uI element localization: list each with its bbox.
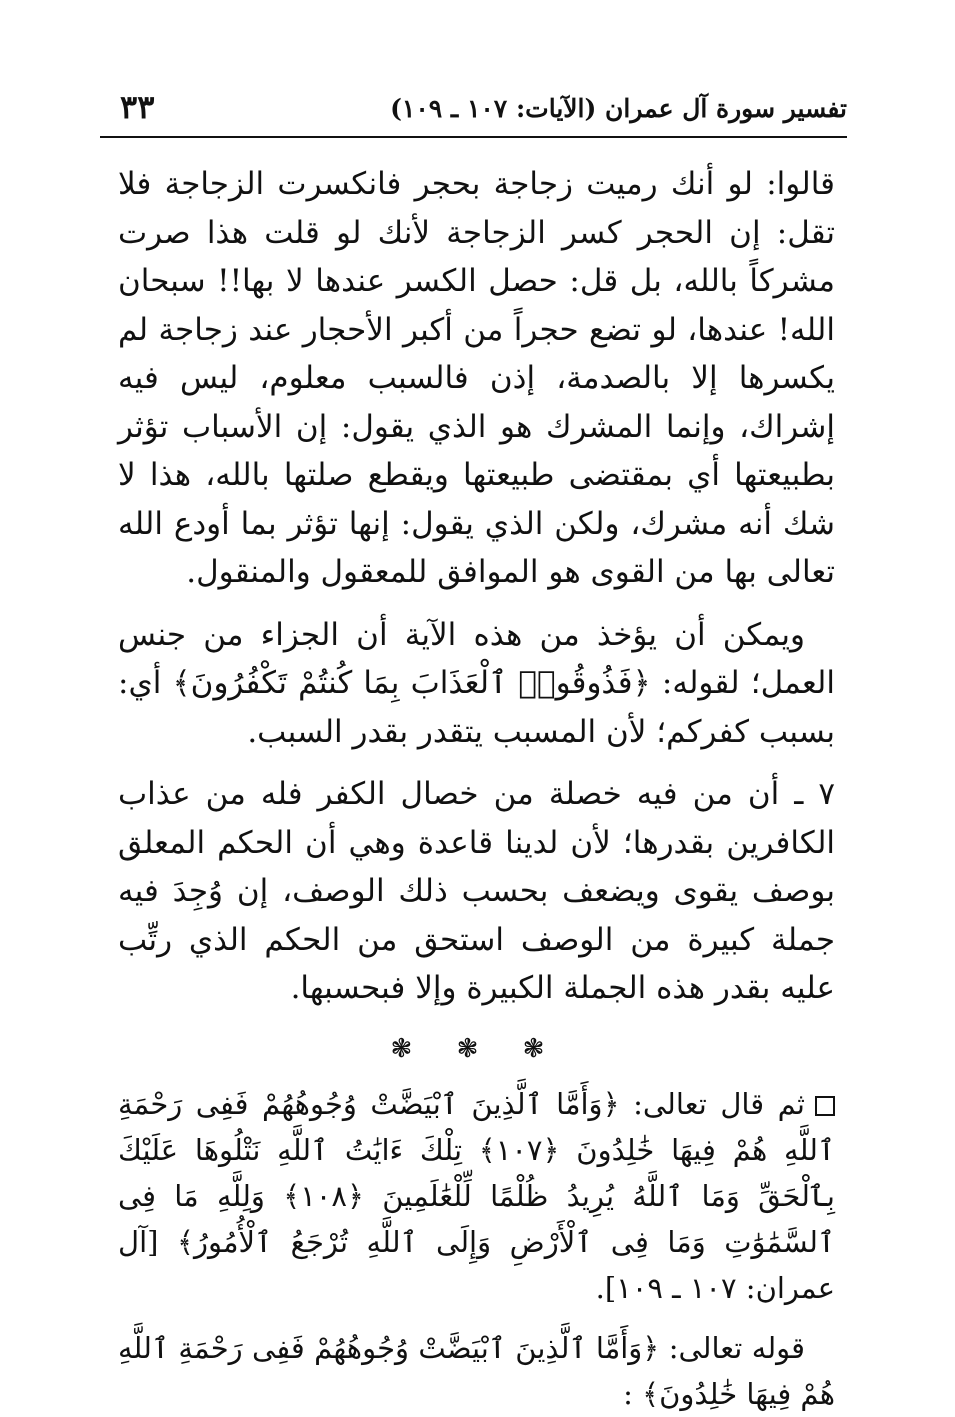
square-bullet-icon <box>815 1096 835 1116</box>
quran-intro: ثم قال تعالى: <box>633 1086 805 1121</box>
body-text <box>118 160 835 1417</box>
final-paragraph <box>118 1325 835 1417</box>
final-intro: قوله تعالى: <box>668 1330 805 1365</box>
paragraph-1: قالوا: لو أنك رميت زجاجة بحجر فانكسرت الزجاجة فلا تقل: إن الحجر كسر الزجاجة لأنك لو قلت هذا صرت مشركاً بالله، بل قل: حصل الكسر عندها لا بها!! سبحان الله! عندها، لو تضع حجراً من أكبر الأحجار عند زجاجة لم يكسرها إلا بالصدمة، إذن فالسبب معلوم، ليس فيه إشراك، وإنما المشرك هو الذي يقول: إن الأسباب تؤثر بطبيعتها أي بمقتضى طبيعتها ويقطع صلتها بالله، هذا لا شك أنه مشرك، ولكن الذي يقول: إنها تؤثر بما أودع الله تعالى بها من القوى هو الموافق للمعقول والمنقول. <box>118 166 835 590</box>
running-title: تفسير سورة آل عمران (الآيات: ١٠٧ ـ ١٠٩) <box>390 94 847 123</box>
paragraph-3: ٧ ـ أن من فيه خصلة من خصال الكفر فله من عذاب الكافرين بقدرها؛ لأن لدينا قاعدة وهي أن الحكم المعلق بوصف يقوى ويضعف بحسب ذلك الوصف، إن وُجِدَ فيه جملة كبيرة من الوصف استحق من الحكم الذي رتِّب عليه بقدر هذه الجملة الكبيرة وإلا فبحسبها. <box>118 776 835 1006</box>
page-number: ٣٣ <box>120 88 155 126</box>
paragraph-2: ويمكن أن يؤخذ من هذه الآية أن الجزاء من جنس العمل؛ لقوله: ﴿فَذُوقُوا۟ ٱلْعَذَابَ بِمَا كُنتُمْ تَكْفُرُونَ﴾ أي: بسبب كفركم؛ لأن المسبب يتقدر بقدر السبب. <box>118 616 835 750</box>
page-header <box>100 88 847 138</box>
final-verse: ﴿وَأَمَّا ٱلَّذِينَ ٱبْيَضَّتْ وُجُوهُهُمْ فَفِى رَحْمَةِ ٱللَّهِ هُمْ فِيهَا خَٰلِدُونَ﴾ <box>118 1330 835 1411</box>
quran-verses: ﴿وَأَمَّا ٱلَّذِينَ ٱبْيَضَّتْ وُجُوهُهُمْ فَفِى رَحْمَةِ ٱللَّهِ هُمْ فِيهَا خَٰلِدُونَ ﴿١٠٧﴾ تِلْكَ ءَايَٰتُ ٱللَّهِ نَتْلُوهَا عَلَيْكَ بِٱلْحَقِّ وَمَا ٱللَّهُ يُرِيدُ ظُلْمًا لِّلْعَٰلَمِينَ ﴿١٠٨﴾ وَلِلَّهِ مَا فِى ٱلسَّمَٰوَٰتِ وَمَا فِى ٱلْأَرْضِ وَإِلَى ٱللَّهِ تُرْجَعُ ٱلْأُمُورُ﴾ <box>118 1086 836 1259</box>
final-tail: : <box>623 1376 633 1411</box>
section-separator: ❃ ❃ ❃ <box>390 1033 563 1064</box>
quran-reference: [آل عمران: ١٠٧ ـ ١٠٩]. <box>118 1224 835 1305</box>
quran-block <box>118 1081 835 1311</box>
